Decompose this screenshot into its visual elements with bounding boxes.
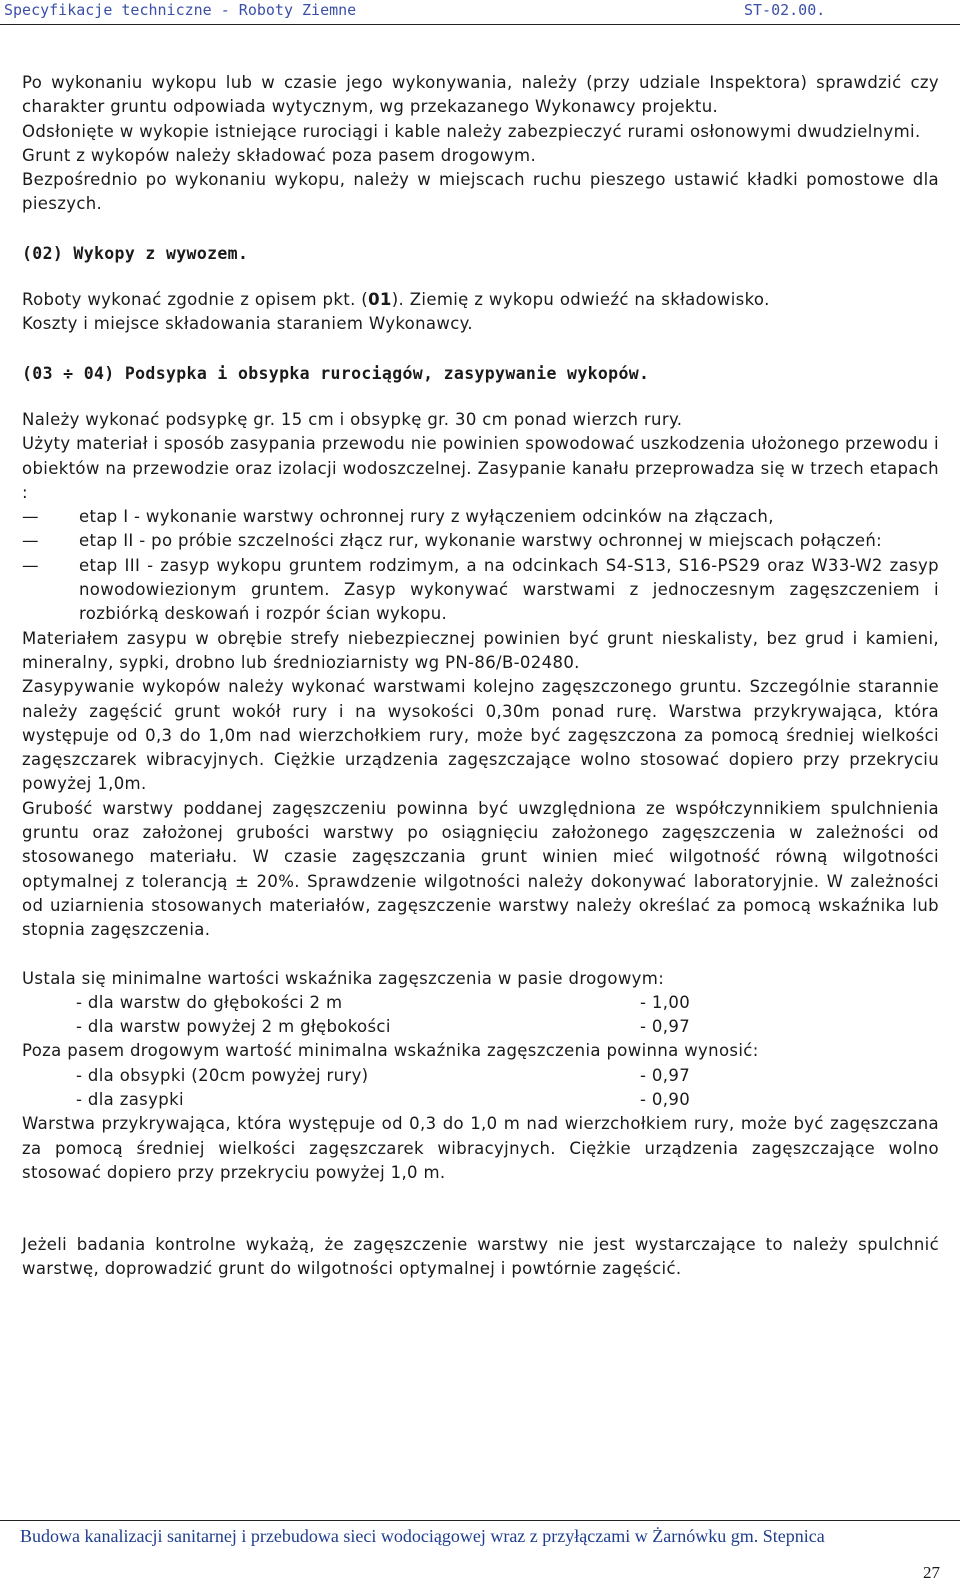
table-cell-label: - dla zasypki bbox=[76, 1089, 184, 1109]
offroad-compaction-table bbox=[22, 1064, 760, 1113]
point-reference: 01 bbox=[368, 290, 392, 310]
table-cell-value: - 0,97 bbox=[640, 1065, 691, 1085]
list-item-text: etap I - wykonanie warstwy ochronnej rury z wyłączeniem odcinków na złączach, bbox=[79, 507, 774, 527]
paragraph-footbridges: Bezpośrednio po wykonaniu wykopu, należy w miejscach ruchu pieszego ustawić kładki pomostowe dla pieszych. bbox=[22, 170, 939, 214]
paragraph-soil-storage: Grunt z wykopów należy składować poza pasem drogowym. bbox=[22, 145, 537, 165]
table-cell-value: - 0,90 bbox=[640, 1089, 691, 1109]
backfill-stages-list bbox=[22, 505, 939, 626]
list-item-text: etap III - zasyp wykopu gruntem rodzimym, a na odcinkach S4-S13, S16-PS29 oraz W33-W2 zasyp nowodowiezionym gruntem. Zasyp wykonywać warstwami z jednoczesnym zagęszczeniem i rozbiórką deskowań i rozpór ścian wykopu. bbox=[79, 555, 939, 624]
section-heading-03-04: (03 ÷ 04) Podsypka i obsypka rurociągów, zasypywanie wykopów. bbox=[22, 363, 650, 383]
paragraph-cover-layer: Warstwa przykrywająca, która występuje od 0,3 do 1,0 m nad wierzchołkiem rury, może być zagęszczana za pomocą średniej wielkości zagęszczarek wibracyjnych. Ciężkie urządzenia zagęszczające wolno stosować dopiero przy przekryciu powyżej 1,0 m. bbox=[22, 1114, 939, 1182]
paragraph-road-compaction-intro: Ustala się minimalne wartości wskaźnika zagęszczenia w pasie drogowym: bbox=[22, 968, 665, 988]
paragraph-layer-compaction: Zasypywanie wykopów należy wykonać warstwami kolejno zagęszczonego gruntu. Szczególnie starannie należy zagęścić grunt wokół rury i na wysokości 0,30m ponad rurę. Warstwa przykrywająca, która występuje od 0,3 do 1,0m nad wierzchołkiem rury, może być zagęszczona za pomocą średniej wielkości zagęszczarek wibracyjnych. Ciężkie urządzenia zagęszczające wolno stosować dopiero przy przekryciu powyżej 1,0m. bbox=[22, 677, 939, 794]
header-title: Specyfikacje techniczne - Roboty Ziemne bbox=[4, 1, 357, 19]
page-number: 27 bbox=[923, 1563, 940, 1582]
table-cell-label: - dla warstw powyżej 2 m głębokości bbox=[76, 1017, 391, 1037]
paragraph-excavation-transport bbox=[22, 288, 939, 312]
paragraph-inspection: Po wykonaniu wykopu lub w czasie jego wykonywania, należy (przy udziale Inspektora) sprawdzić czy charakter gruntu odpowiada wytycznym, wg przekazanego Wykonawcy projektu. bbox=[22, 73, 939, 117]
list-item bbox=[22, 505, 939, 529]
paragraph-text: Roboty wykonać zgodnie z opisem pkt. ( bbox=[22, 290, 369, 310]
paragraph-exposed-pipes: Odsłonięte w wykopie istniejące rurociągi i kable należy zabezpieczyć rurami osłonowymi dwudzielnymi. bbox=[22, 121, 921, 141]
dash-bullet: — bbox=[22, 531, 39, 551]
document-body bbox=[22, 71, 939, 1282]
paragraph-text: ). Ziemię z wykopu odwieźć na składowisko. bbox=[391, 290, 770, 310]
paragraph-layer-thickness: Grubość warstwy poddanej zagęszczeniu powinna być uwzględniona ze współczynnikiem spulchnienia gruntu oraz założonej grubości warstwy po osiągnięciu założonego zagęszczenia w zależności od stosowanego materiału. W czasie zagęszczania grunt winien mieć wilgotność równą wilgotności optymalnej z tolerancją ± 20%. Sprawdzenie wilgotności należy dokonywać laboratoryjnie. W zależności od uziarnienia stosowanych materiałów, zagęszczenie warstwy należy określać za pomocą wskaźnika lub stopnia zagęszczenia. bbox=[22, 798, 939, 940]
paragraph-storage-cost: Koszty i miejsce składowania staraniem Wykonawcy. bbox=[22, 314, 474, 334]
page-header bbox=[0, 0, 960, 25]
paragraph-danger-zone-material: Materiałem zasypu w obrębie strefy niebezpiecznej powinien być grunt nieskalisty, bez grud i kamieni, mineralny, sypki, drobno lub średnioziarnisty wg PN-86/B-02480. bbox=[22, 628, 939, 672]
page-footer bbox=[0, 1520, 960, 1594]
paragraph-bedding: Należy wykonać podsypkę gr. 15 cm i obsypkę gr. 30 cm ponad wierzch rury. bbox=[22, 409, 683, 429]
table-cell-label: - dla obsypki (20cm powyżej rury) bbox=[76, 1065, 369, 1085]
paragraph-backfill-material: Użyty materiał i sposób zasypania przewodu nie powinien spowodować uszkodzenia ułożonego przewodu i obiektów na przewodzie oraz izolacji wodoszczelnej. Zasypanie kanału przeprowadza się w trzech etapach : bbox=[22, 434, 939, 502]
paragraph-offroad-compaction-intro: Poza pasem drogowym wartość minimalna wskaźnika zagęszczenia powinna wynosić: bbox=[22, 1041, 759, 1061]
table-cell-value: - 1,00 bbox=[640, 992, 691, 1012]
table-cell-value: - 0,97 bbox=[640, 1017, 691, 1037]
section-heading-02: (02) Wykopy z wywozem. bbox=[22, 243, 249, 263]
table-row bbox=[22, 991, 760, 1015]
table-cell-label: - dla warstw do głębokości 2 m bbox=[76, 992, 343, 1012]
list-item bbox=[22, 554, 939, 627]
dash-bullet: — bbox=[22, 555, 39, 575]
header-doc-code: ST-02.00. bbox=[744, 1, 826, 19]
list-item bbox=[22, 529, 939, 553]
footer-project-title: Budowa kanalizacji sanitarnej i przebudowa sieci wodociągowej wraz z przyłączami w Żarnówku gm. Stepnica bbox=[20, 1526, 825, 1546]
dash-bullet: — bbox=[22, 507, 39, 527]
table-row bbox=[22, 1088, 760, 1112]
list-item-text: etap II - po próbie szczelności złącz rur, wykonanie warstwy ochronnej w miejscach połączeń: bbox=[79, 531, 883, 551]
table-row bbox=[22, 1015, 760, 1039]
paragraph-control-tests: Jeżeli badania kontrolne wykażą, że zagęszczenie warstwy nie jest wystarczające to należy spulchnić warstwę, doprowadzić grunt do wilgotności optymalnej i powtórnie zagęścić. bbox=[22, 1235, 939, 1279]
road-compaction-table bbox=[22, 991, 760, 1040]
table-row bbox=[22, 1064, 760, 1088]
